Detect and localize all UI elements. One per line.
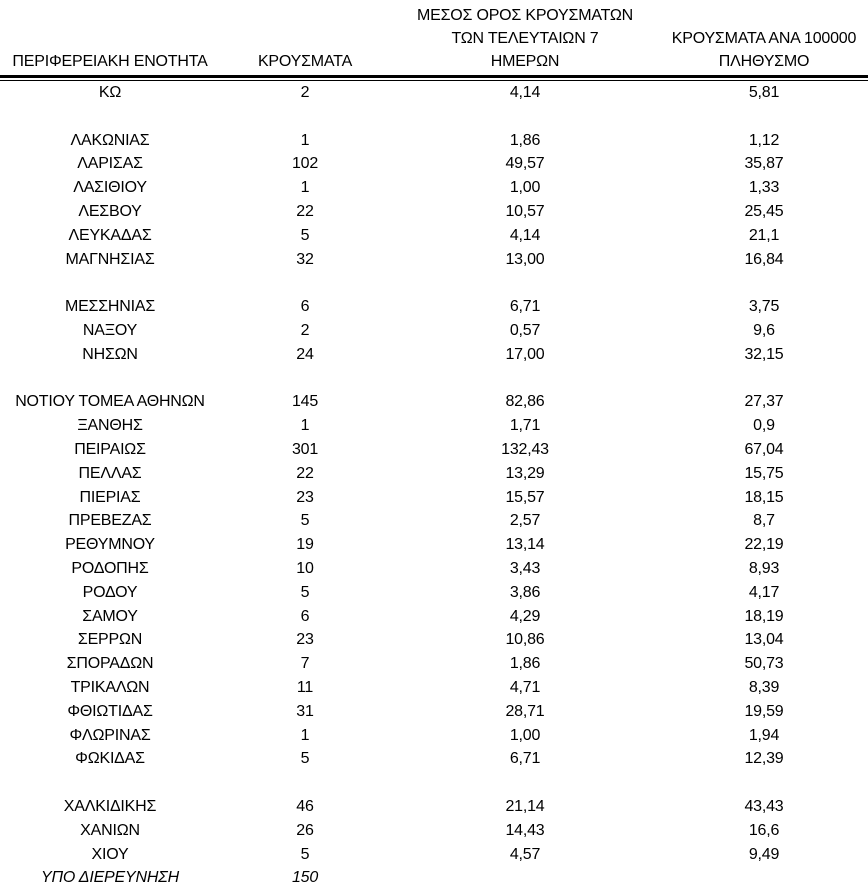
cell-avg7: 4,29 — [509, 607, 541, 625]
cell-per100k: 8,93 — [748, 559, 780, 577]
cell-per100k: 0,9 — [753, 417, 775, 435]
cell-per100k: 27,37 — [744, 393, 784, 411]
table-row — [0, 700, 868, 724]
cell-avg7: 13,29 — [505, 464, 545, 482]
table-row — [0, 533, 868, 557]
table-row — [0, 81, 868, 105]
cell-avg7: 2,57 — [509, 512, 541, 530]
table-row — [0, 152, 868, 176]
cell-region: ΠΕΙΡΑΙΩΣ — [74, 440, 146, 458]
table-row-blank — [0, 367, 868, 391]
table-row — [0, 557, 868, 581]
cell-per100k: 25,45 — [744, 202, 784, 220]
table-row — [0, 343, 868, 367]
cell-cases: 102 — [291, 155, 319, 173]
cell-per100k: 1,94 — [748, 726, 780, 744]
cell-cases: 6 — [300, 298, 310, 316]
table-row — [0, 295, 868, 319]
column-header-line: ΜΕΣΟΣ ΟΡΟΣ ΚΡΟΥΣΜΑΤΩΝ — [416, 7, 634, 24]
cell-region: ΥΠΟ ΔΙΕΡΕΥΝΗΣΗ — [41, 869, 179, 887]
cell-avg7: 4,57 — [509, 845, 541, 863]
table-row — [0, 462, 868, 486]
table-row — [0, 319, 868, 343]
cell-region: ΜΑΓΝΗΣΙΑΣ — [65, 250, 155, 268]
table-row — [0, 224, 868, 248]
table-header-row — [0, 0, 868, 73]
cell-cases: 24 — [296, 345, 314, 363]
cell-region: ΡΟΔΟΥ — [82, 583, 138, 601]
cell-region: ΝΗΣΩΝ — [82, 345, 138, 363]
cell-cases: 10 — [296, 559, 314, 577]
table-row — [0, 248, 868, 272]
cell-cases: 2 — [300, 84, 310, 101]
cell-per100k: 32,15 — [744, 345, 784, 363]
cell-avg7: 1,71 — [509, 417, 541, 435]
cell-region: ΠΡΕΒΕΖΑΣ — [68, 512, 152, 530]
cell-avg7: 10,57 — [505, 202, 545, 220]
cell-region: ΠΙΕΡΙΑΣ — [79, 488, 141, 506]
cell-per100k: 9,6 — [753, 321, 775, 339]
cell-avg7: 82,86 — [505, 393, 545, 411]
cell-cases: 32 — [296, 250, 314, 268]
cell-cases: 11 — [296, 678, 314, 696]
table-row — [0, 414, 868, 438]
cell-cases: 26 — [296, 821, 314, 839]
cell-region: ΡΟΔΟΠΗΣ — [71, 559, 149, 577]
table-row — [0, 486, 868, 510]
cell-per100k: 18,19 — [744, 607, 784, 625]
cell-region: ΚΩ — [98, 84, 122, 101]
column-header-line: ΠΕΡΙΦΕΡΕΙΑΚΗ ΕΝΟΤΗΤΑ — [12, 53, 208, 70]
cell-per100k: 13,04 — [744, 631, 784, 649]
cell-per100k: 16,6 — [748, 821, 780, 839]
cell-avg7: 1,00 — [509, 726, 541, 744]
cell-cases: 22 — [296, 464, 314, 482]
cell-avg7: 4,14 — [509, 84, 541, 101]
cell-avg7: 1,00 — [509, 179, 541, 197]
cell-per100k: 21,1 — [748, 226, 780, 244]
table-row-blank — [0, 105, 868, 129]
cell-avg7: 1,86 — [509, 131, 541, 149]
cell-per100k: 12,39 — [744, 750, 784, 768]
cell-cases: 23 — [296, 488, 314, 506]
cell-region: ΝΟΤΙΟΥ ΤΟΜΕΑ ΑΘΗΝΩΝ — [15, 393, 205, 411]
table-row — [0, 390, 868, 414]
cell-region: ΞΑΝΘΗΣ — [77, 417, 143, 435]
column-header-line: ΠΛΗΘΥΣΜΟ — [718, 53, 810, 70]
cell-avg7: 13,00 — [505, 250, 545, 268]
cell-per100k: 4,17 — [748, 583, 780, 601]
column-header-line: ΚΡΟΥΣΜΑΤΑ — [257, 53, 353, 70]
column-header-line: ΤΩΝ ΤΕΛΕΥΤΑΙΩΝ 7 — [451, 30, 599, 47]
column-header-avg7 — [390, 4, 660, 73]
column-header-line: ΚΡΟΥΣΜΑΤΑ ΑΝΑ 100000 — [671, 30, 857, 47]
cell-avg7: 132,43 — [501, 440, 549, 458]
cell-per100k: 18,15 — [744, 488, 784, 506]
cell-avg7 — [390, 866, 660, 889]
cell-avg7: 1,86 — [509, 655, 541, 673]
cell-region: ΣΕΡΡΩΝ — [77, 631, 143, 649]
cell-avg7: 6,71 — [509, 298, 541, 316]
table-row — [0, 509, 868, 533]
table-row — [0, 843, 868, 867]
cell-region: ΧΑΛΚΙΔΙΚΗΣ — [63, 797, 157, 815]
cell-per100k: 3,75 — [748, 298, 780, 316]
cell-cases: 1 — [300, 417, 310, 435]
cell-cases: 2 — [300, 321, 310, 339]
cell-region: ΣΠΟΡΑΔΩΝ — [66, 655, 154, 673]
cell-cases: 1 — [300, 726, 310, 744]
table-row — [0, 176, 868, 200]
cell-cases: 5 — [300, 512, 310, 530]
table-row — [0, 129, 868, 153]
cell-region: ΠΕΛΛΑΣ — [78, 464, 142, 482]
cell-per100k: 1,33 — [748, 179, 780, 197]
cell-cases: 5 — [300, 226, 310, 244]
cell-avg7: 14,43 — [505, 821, 545, 839]
column-header-per100k — [660, 27, 868, 73]
cell-region: ΦΘΙΩΤΙΔΑΣ — [67, 702, 153, 720]
table-body — [0, 81, 868, 889]
cell-per100k: 35,87 — [744, 155, 784, 173]
cell-cases: 150 — [291, 869, 319, 887]
cell-cases: 1 — [300, 131, 310, 149]
cell-region: ΛΑΚΩΝΙΑΣ — [70, 131, 150, 149]
cell-avg7: 6,71 — [509, 750, 541, 768]
cell-avg7: 3,86 — [509, 583, 541, 601]
cell-cases: 1 — [300, 179, 310, 197]
cell-cases: 5 — [300, 583, 310, 601]
cell-cases: 19 — [296, 536, 314, 554]
cell-region: ΤΡΙΚΑΛΩΝ — [70, 678, 150, 696]
cell-avg7: 4,14 — [509, 226, 541, 244]
cell-region: ΧΑΝΙΩΝ — [80, 821, 140, 839]
cell-cases: 46 — [296, 797, 314, 815]
table-row-blank — [0, 271, 868, 295]
table-row — [0, 819, 868, 843]
cell-per100k: 43,43 — [744, 797, 784, 815]
cell-cases: 5 — [300, 750, 310, 768]
cell-cases: 23 — [296, 631, 314, 649]
cell-avg7: 3,43 — [509, 559, 541, 577]
cell-per100k: 8,39 — [748, 678, 780, 696]
cell-per100k: 16,84 — [744, 250, 784, 268]
cell-per100k: 67,04 — [744, 440, 784, 458]
cell-region: ΧΙΟΥ — [91, 845, 129, 863]
cell-region: ΦΛΩΡΙΝΑΣ — [69, 726, 151, 744]
table-row — [0, 628, 868, 652]
cell-region: ΜΕΣΣΗΝΙΑΣ — [64, 298, 156, 316]
cell-cases: 301 — [291, 440, 319, 458]
cell-avg7: 4,71 — [509, 678, 541, 696]
cell-avg7: 21,14 — [505, 797, 545, 815]
cell-avg7: 13,14 — [505, 536, 545, 554]
table-row — [0, 747, 868, 771]
cell-per100k — [660, 866, 868, 889]
cell-per100k: 1,12 — [748, 131, 780, 149]
table-row — [0, 605, 868, 629]
cell-per100k: 5,81 — [748, 84, 780, 101]
cell-avg7: 28,71 — [505, 702, 545, 720]
cell-avg7: 17,00 — [505, 345, 545, 363]
table-row-blank — [0, 771, 868, 795]
column-header-line: ΗΜΕΡΩΝ — [490, 53, 560, 70]
column-header-region — [0, 50, 220, 73]
cell-cases: 22 — [296, 202, 314, 220]
cell-cases: 5 — [300, 845, 310, 863]
cell-region: ΛΕΣΒΟΥ — [78, 202, 142, 220]
cell-avg7: 15,57 — [505, 488, 545, 506]
cell-region: ΛΑΡΙΣΑΣ — [77, 155, 143, 173]
cell-avg7: 49,57 — [505, 155, 545, 173]
table-row — [0, 652, 868, 676]
cell-per100k: 15,75 — [744, 464, 784, 482]
cell-region: ΛΕΥΚΑΔΑΣ — [68, 226, 152, 244]
cell-region: ΛΑΣΙΘΙΟΥ — [73, 179, 147, 197]
cell-cases: 145 — [291, 393, 319, 411]
cell-per100k: 50,73 — [744, 655, 784, 673]
cell-region: ΝΑΞΟΥ — [82, 321, 138, 339]
table-row — [0, 438, 868, 462]
table-row — [0, 581, 868, 605]
column-header-cases — [220, 50, 390, 73]
table-row — [0, 866, 868, 889]
cell-per100k: 19,59 — [744, 702, 784, 720]
table-row — [0, 676, 868, 700]
table-row — [0, 795, 868, 819]
cell-per100k: 9,49 — [748, 845, 780, 863]
cell-per100k: 8,7 — [753, 512, 775, 530]
cell-region: ΡΕΘΥΜΝΟΥ — [65, 536, 155, 554]
cell-avg7: 10,86 — [505, 631, 545, 649]
cell-cases: 6 — [300, 607, 310, 625]
cell-cases: 7 — [300, 655, 310, 673]
table-row — [0, 200, 868, 224]
cell-per100k: 22,19 — [744, 536, 784, 554]
cell-region: ΦΩΚΙΔΑΣ — [75, 750, 145, 768]
table-row — [0, 724, 868, 748]
cell-cases: 31 — [296, 702, 314, 720]
cell-region: ΣΑΜΟΥ — [82, 607, 138, 625]
cell-avg7: 0,57 — [509, 321, 541, 339]
